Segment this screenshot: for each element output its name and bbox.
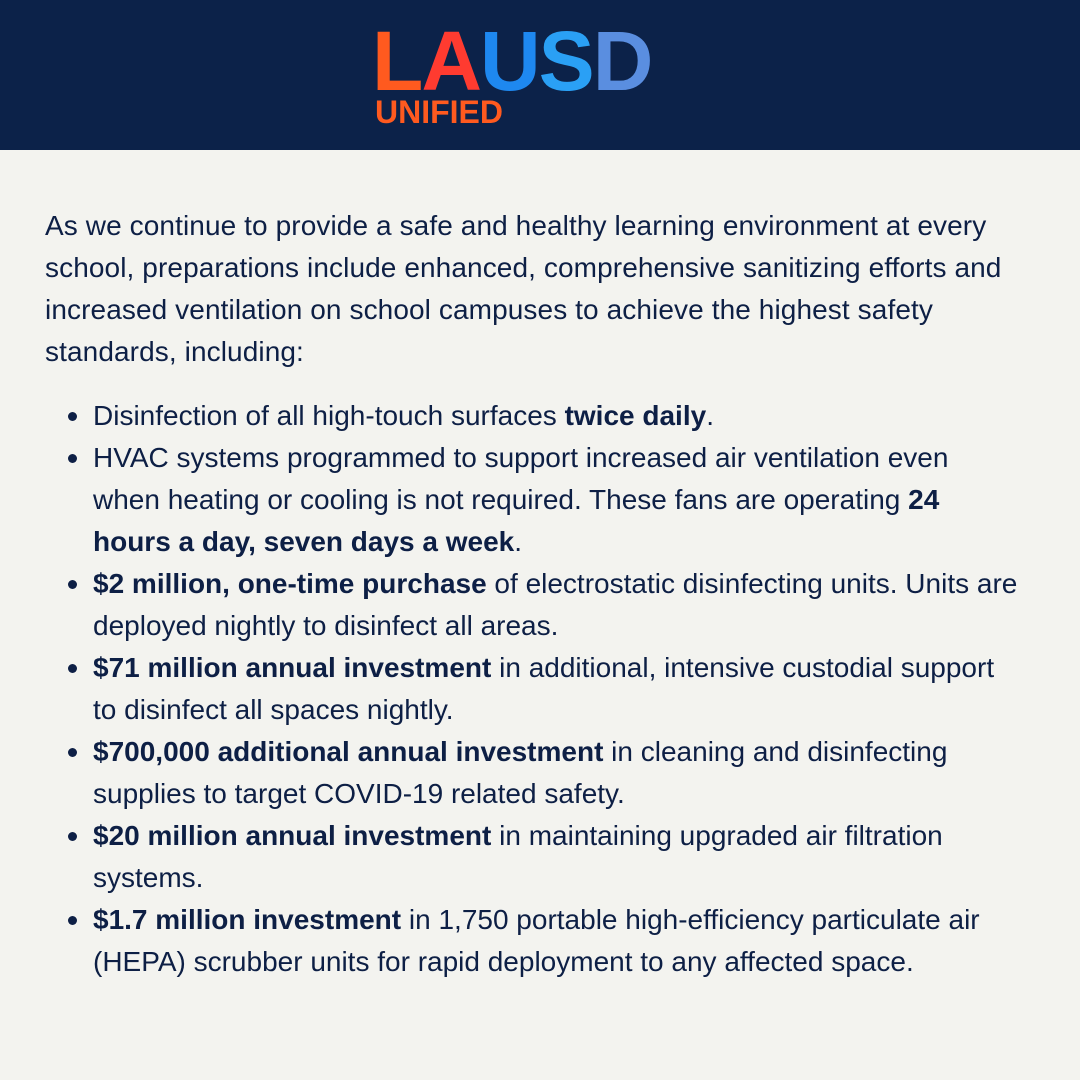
logo-letter-d: D bbox=[592, 20, 652, 108]
list-item: $20 million annual investment in maintaining upgraded air filtration systems. bbox=[45, 815, 1023, 899]
intro-paragraph: As we continue to provide a safe and healthy learning environment at every school, preparations include enhanced, comprehensive sanitizing efforts and increased ventilation on school campuses to achieve the highest safety standards, including: bbox=[45, 210, 1002, 367]
list-item: $71 million annual investment in additional, intensive custodial support to disinfect all spaces nightly. bbox=[45, 647, 1023, 731]
logo-letter-u: U bbox=[479, 20, 539, 108]
safety-measures-list bbox=[45, 395, 1040, 983]
list-item: $700,000 additional annual investment in cleaning and disinfecting supplies to target COVID-19 related safety. bbox=[45, 731, 1023, 815]
main-content bbox=[45, 205, 1040, 983]
logo-letter-l: L bbox=[372, 20, 422, 108]
list-item: $2 million, one-time purchase of electrostatic disinfecting units. Units are deployed nightly to disinfect all areas. bbox=[45, 563, 1023, 647]
lausd-logo bbox=[372, 20, 712, 130]
list-item: HVAC systems programmed to support increased air ventilation even when heating or cooling is not required. These fans are operating 24 hours a day, seven days a week. bbox=[45, 437, 1023, 563]
list-item: Disinfection of all high-touch surfaces twice daily. bbox=[45, 395, 1023, 437]
logo-subtitle: UNIFIED bbox=[375, 94, 503, 130]
logo-letter-s: S bbox=[538, 20, 593, 108]
logo-letter-a: A bbox=[421, 20, 480, 108]
list-item: $1.7 million investment in 1,750 portable high-efficiency particulate air (HEPA) scrubber units for rapid deployment to any affected space. bbox=[45, 899, 1023, 983]
header-banner bbox=[0, 0, 1080, 150]
